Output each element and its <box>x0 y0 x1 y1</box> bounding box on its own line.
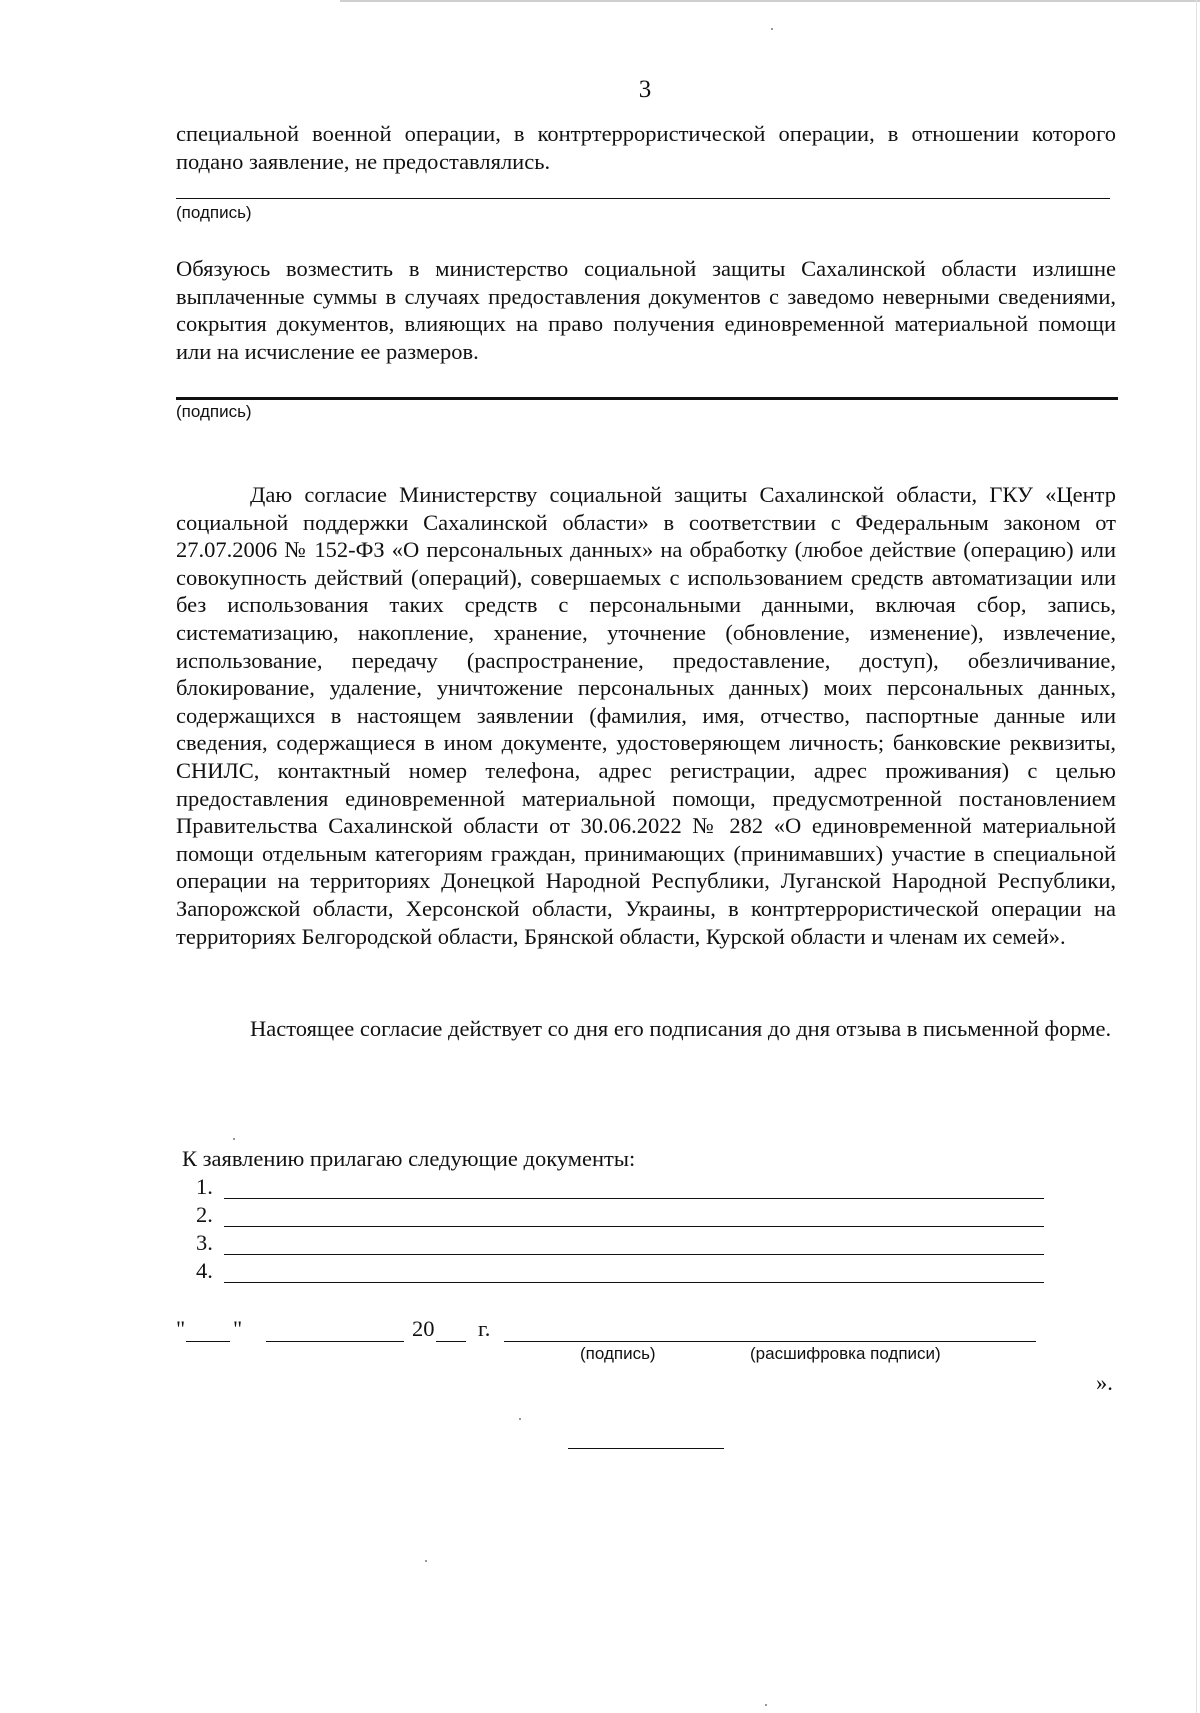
attachment-number: 3. <box>196 1230 213 1255</box>
year-suffix: г. <box>478 1316 491 1341</box>
signature-line-2 <box>176 397 1118 400</box>
attachment-row <box>196 1174 1046 1202</box>
signature-fill-line <box>504 1341 1036 1342</box>
attachment-row <box>196 1258 1046 1286</box>
attachments-heading: К заявлению прилагаю следующие документы: <box>182 1146 636 1171</box>
attachment-number: 1. <box>196 1174 213 1199</box>
date-quote-open: " <box>176 1316 186 1341</box>
year-fill-line <box>436 1341 466 1342</box>
end-rule <box>568 1448 724 1449</box>
attachment-number: 2. <box>196 1202 213 1227</box>
date-quote-close: " <box>233 1316 243 1341</box>
attachment-fill-line <box>224 1226 1044 1227</box>
month-fill-line <box>266 1341 404 1342</box>
closing-quote: ». <box>1096 1370 1113 1395</box>
paragraph-reimbursement: Обязуюсь возместить в министерство социальной защиты Сахалинской области излишне выплаченные суммы в случаях предоставления документов с заведомо неверными сведениями, сокрытия документов, влияющих на право получения единовременной материальной помощи или на исчисление ее размеров. <box>176 256 1116 364</box>
paragraph-no-payments: специальной военной операции, в контртеррористической операции, в отношении которого подано заявление, не предоставлялись. <box>176 121 1116 174</box>
attachment-row <box>196 1230 1046 1258</box>
scan-edge-top <box>340 0 1200 2</box>
scan-speck <box>233 1138 235 1140</box>
page-number: 3 <box>638 76 652 103</box>
consent-paragraph: Даю согласие Министерству социальной защиты Сахалинской области, ГКУ «Центр социальной поддержки Сахалинской области» в соответствии с Федеральным законом от 27.07.2006 № 152-ФЗ «О персональных данных» на обработку (любое действие (операцию) или совокупность действий (операций), совершаемых с использованием средств автоматизации или без использования таких средств с персональными данными, включая сбор, запись, систематизацию, накопление, хранение, уточнение (обновление, изменение), извлечение, использование, передачу (распространение, предоставление, доступ), обезличивание, блокирование, удаление, уничтожение персональных данных) моих персональных данных, содержащихся в настоящем заявлении (фамилия, имя, отчество, паспортные данные или сведения, содержащиеся в ином документе, удостоверяющем личность; банковские реквизиты, СНИЛС, контактный номер телефона, адрес регистрации, адрес проживания) с целью предоставления единовременной материальной помощи, предусмотренной постановлением Правительства Сахалинской области от 30.06.2022 № 282 «О единовременной материальной помощи отдельным категориям граждан, принимающих (принимавших) участие в специальной операции на территориях Донецкой Народной Республики, Луганской Народной Республики, Запорожской области, Херсонской области, Украины, в контртеррористической операции на территориях Белгородской области, Брянской области, Курской области и членам их семей». <box>176 482 1116 949</box>
attachment-fill-line <box>224 1282 1044 1283</box>
day-fill-line <box>186 1341 230 1342</box>
scan-edge-right <box>1196 0 1197 1713</box>
attachment-number: 4. <box>196 1258 213 1283</box>
validity-paragraph: Настоящее согласие действует со дня его подписания до дня отзыва в письменной форме. <box>250 1016 1112 1041</box>
attachment-fill-line <box>224 1198 1044 1199</box>
scan-speck <box>425 1560 427 1562</box>
scan-speck <box>765 1704 767 1706</box>
signature-caption-2: (подпись) <box>176 402 252 421</box>
scan-speck <box>771 28 773 30</box>
attachment-row <box>196 1202 1046 1230</box>
attachment-fill-line <box>224 1254 1044 1255</box>
signature-line-1 <box>176 198 1110 199</box>
signature-caption-1: (подпись) <box>176 203 252 222</box>
date-signature-row <box>176 1316 1076 1346</box>
signature-decoding-caption: (расшифровка подписи) <box>750 1344 941 1363</box>
scan-speck <box>519 1418 521 1420</box>
year-prefix: 20 <box>412 1316 435 1341</box>
signature-caption-3: (подпись) <box>580 1344 656 1363</box>
